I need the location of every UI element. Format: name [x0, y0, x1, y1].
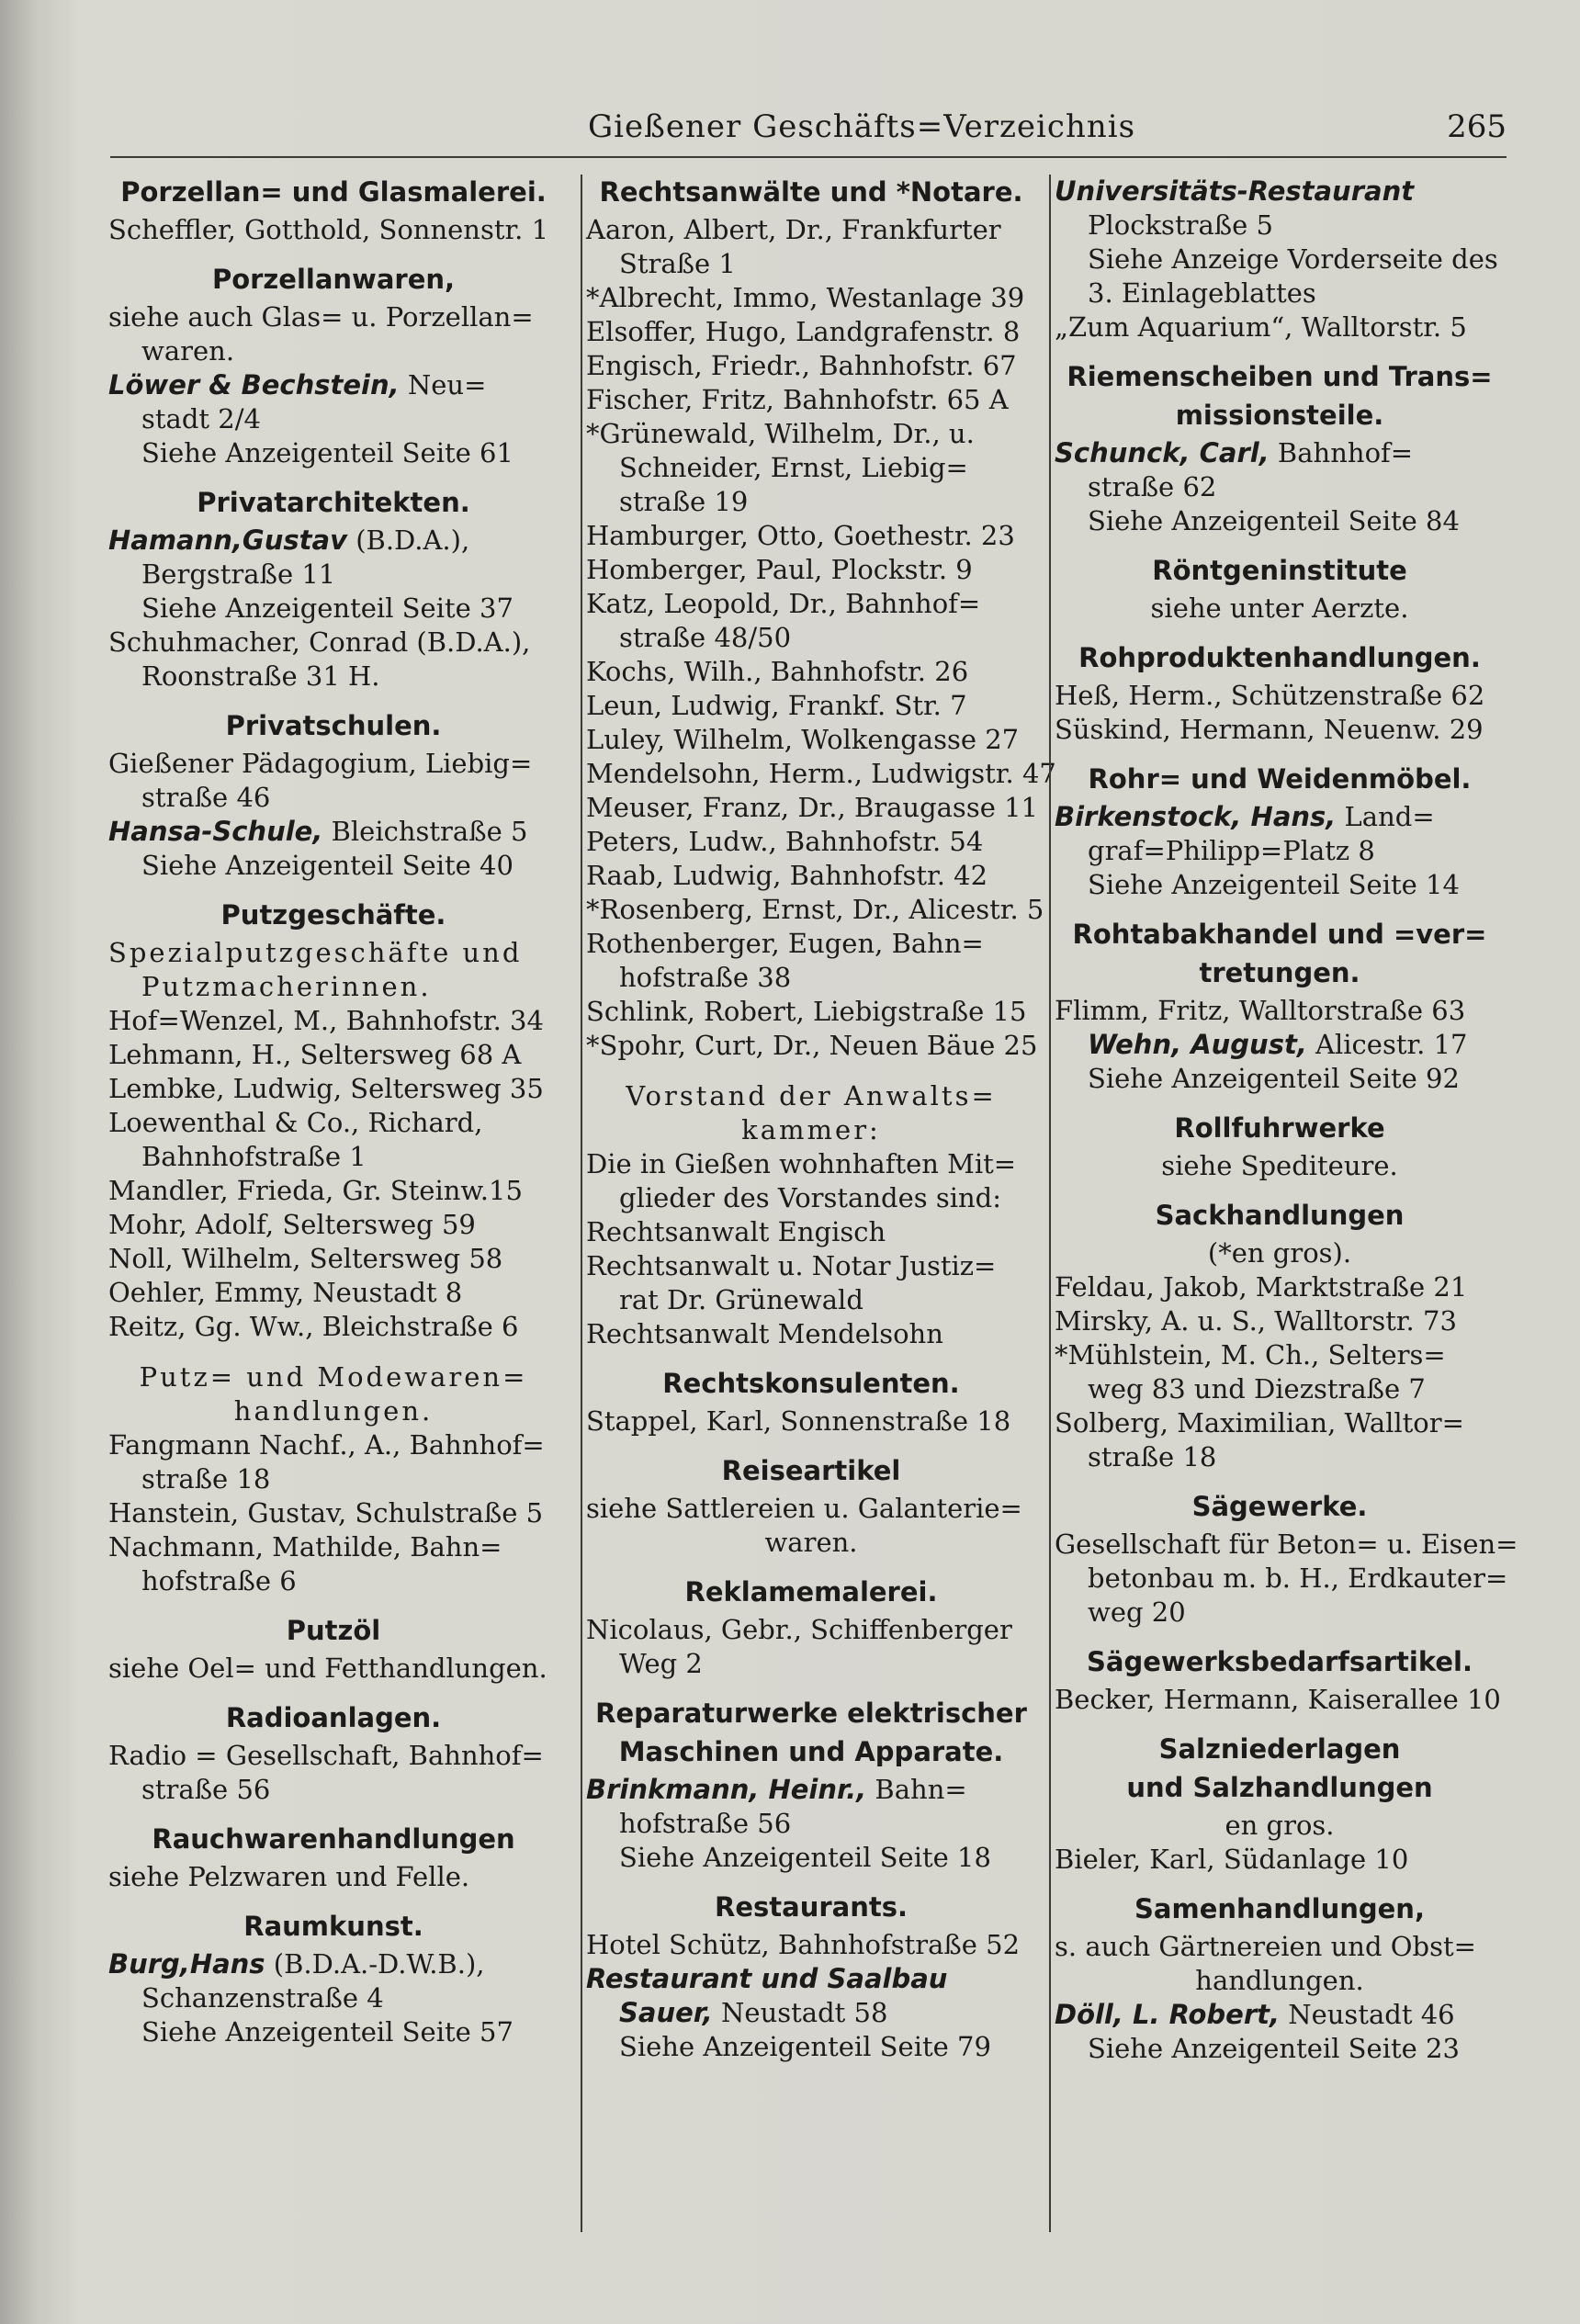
advertiser-name: Hamann,Gustav — [108, 525, 347, 556]
entry-line: Schneider, Ernst, Liebig= — [619, 452, 968, 483]
entry-line: siehe Sattlereien u. Galanterie= — [586, 1493, 1022, 1524]
ad-reference: Siehe Anzeigenteil Seite 79 — [619, 2031, 991, 2062]
entry-line: betonbau m. b. H., Erdkauter= — [1088, 1562, 1508, 1594]
entry-text: Bahnhof= — [1269, 437, 1414, 468]
entry-line: Mendelsohn, Herm., Ludwigstr. 47 — [586, 758, 1056, 789]
entry-line: *Rosenberg, Ernst, Dr., Alicestr. 5 — [586, 894, 1044, 925]
entry-line: *Grünewald, Wilhelm, Dr., u. — [586, 418, 975, 449]
entry-line: hofstraße 6 — [141, 1565, 297, 1596]
entry-line: Raab, Ludwig, Bahnhofstr. 42 — [586, 860, 988, 891]
entry-line: Bieler, Karl, Südanlage 10 — [1055, 1844, 1409, 1875]
section-heading: Rohr= und Weidenmöbel. — [1088, 763, 1472, 795]
ad-reference: Siehe Anzeigenteil Seite 40 — [141, 850, 514, 881]
advertiser-name: Restaurant und Saalbau — [586, 1963, 948, 1994]
entry-line: Süskind, Hermann, Neuenw. 29 — [1055, 714, 1484, 745]
section-heading: und Salzhandlungen — [1126, 1772, 1433, 1803]
entry-line: „Zum Aquarium“, Walltorstr. 5 — [1055, 311, 1467, 343]
advertiser-name: Wehn, August, — [1088, 1029, 1307, 1060]
entry-line: Rechtsanwalt u. Notar Justiz= — [586, 1250, 997, 1281]
entry-line: Scheffler, Gotthold, Sonnenstr. 1 — [108, 214, 549, 245]
entry-line: straße 18 — [1088, 1441, 1217, 1472]
section-heading: Rohtabakhandel und =ver= — [1072, 919, 1487, 950]
entry-line: Noll, Wilhelm, Seltersweg 58 — [108, 1243, 503, 1274]
section-heading: Sägewerksbedarfsartikel. — [1087, 1646, 1473, 1677]
entry-line: Rothenberger, Eugen, Bahn= — [586, 928, 984, 959]
entry-line — [1055, 1998, 1505, 2032]
entry-line: Plockstraße 5 — [1088, 209, 1273, 241]
entry-line: straße 56 — [141, 1774, 271, 1805]
entry-text: (B.D.A.-D.W.B.), — [265, 1948, 485, 1980]
entry-line: Elsoffer, Hugo, Landgrafenstr. 8 — [586, 316, 1021, 347]
entry-line: Putzmacherinnen. — [141, 971, 432, 1002]
section-heading: Sackhandlungen — [1155, 1200, 1405, 1231]
section-heading: missionsteile. — [1175, 400, 1384, 431]
entry-line: *Albrecht, Immo, Westanlage 39 — [586, 282, 1025, 313]
ad-reference: Siehe Anzeigenteil Seite 92 — [1088, 1063, 1460, 1094]
section-heading: Putzöl — [286, 1615, 381, 1646]
entry-line: waren. — [141, 335, 235, 367]
entry-line: rat Dr. Grünewald — [619, 1284, 863, 1315]
entry-line — [586, 1962, 1036, 1996]
entry-line — [1055, 175, 1505, 209]
entry-line: weg 83 und Diezstraße 7 — [1088, 1373, 1426, 1405]
section-heading: Maschinen und Apparate. — [618, 1736, 1004, 1767]
entry-line: Stappel, Karl, Sonnenstraße 18 — [586, 1405, 1011, 1437]
entry-line: Fangmann Nachf., A., Bahnhof= — [108, 1429, 545, 1461]
entry-line: Hamburger, Otto, Goethestr. 23 — [586, 520, 1015, 551]
entry-line: Luley, Wilhelm, Wolkengasse 27 — [586, 724, 1020, 755]
entry-line: straße 48/50 — [619, 622, 792, 653]
entry-line: weg 20 — [1088, 1596, 1186, 1628]
ad-reference: Siehe Anzeigenteil Seite 14 — [1088, 869, 1460, 900]
entry-line: Weg 2 — [619, 1648, 703, 1679]
entry-line: siehe auch Glas= u. Porzellan= — [108, 301, 534, 333]
entry-line: siehe Spediteure. — [1161, 1150, 1398, 1181]
entry-line: hofstraße 56 — [619, 1808, 792, 1839]
entry-line: Roonstraße 31 H. — [141, 660, 380, 692]
entry-line: s. auch Gärtnereien und Obst= — [1055, 1931, 1476, 1962]
entry-line: Feldau, Jakob, Marktstraße 21 — [1055, 1271, 1468, 1303]
entry-line: Lembke, Ludwig, Seltersweg 35 — [108, 1073, 544, 1104]
column-middle — [581, 175, 1056, 2232]
entry-line: Becker, Hermann, Kaiserallee 10 — [1055, 1684, 1501, 1715]
entry-text: Neustadt 58 — [712, 1997, 888, 2028]
page-header — [110, 108, 1507, 158]
entry-line: Mirsky, A. u. S., Walltorstr. 73 — [1055, 1305, 1457, 1337]
section-subheading: kammer: — [741, 1114, 881, 1145]
entry-line: Rechtsanwalt Mendelsohn — [586, 1318, 943, 1349]
entry-text: Alicestr. 17 — [1306, 1029, 1468, 1060]
entry-text: Neu= — [399, 369, 487, 400]
entry-line: *Mühlstein, M. Ch., Selters= — [1055, 1339, 1446, 1371]
entry-line: Fischer, Fritz, Bahnhofstr. 65 A — [586, 384, 1009, 415]
section-heading: Rechtskonsulenten. — [662, 1368, 960, 1399]
ad-reference: Siehe Anzeigenteil Seite 37 — [141, 592, 514, 624]
advertiser-name: Sauer, — [619, 1997, 713, 2028]
entry-line: Bergstraße 11 — [141, 558, 336, 590]
entry-text: (B.D.A.), — [346, 525, 470, 556]
entry-line: handlungen. — [1195, 1965, 1364, 1996]
entry-line: Peters, Ludw., Bahnhofstr. 54 — [586, 826, 984, 857]
entry-line: Oehler, Emmy, Neustadt 8 — [108, 1277, 463, 1308]
advertiser-name: Schunck, Carl, — [1055, 437, 1270, 468]
ad-reference: Siehe Anzeigenteil Seite 23 — [1088, 2033, 1460, 2064]
section-heading: Rollfuhrwerke — [1174, 1112, 1385, 1144]
entry-line: 3. Einlageblattes — [1088, 277, 1316, 309]
entry-line: Radio = Gesellschaft, Bahnhof= — [108, 1740, 544, 1771]
entry-line: Meuser, Franz, Dr., Braugasse 11 — [586, 792, 1038, 823]
entry-line: siehe Oel= und Fetthandlungen. — [108, 1653, 547, 1684]
entry-line — [586, 1996, 1036, 2030]
entry-line — [108, 815, 559, 849]
section-heading: Radioanlagen. — [225, 1702, 442, 1733]
ad-reference: Siehe Anzeige Vorderseite des — [1088, 243, 1498, 275]
section-heading: Porzellanwaren, — [211, 264, 456, 295]
entry-text: Bahn= — [866, 1774, 967, 1805]
entry-line: Rechtsanwalt Engisch — [586, 1216, 886, 1247]
page-number: 265 — [1447, 108, 1507, 145]
section-heading: Privatschulen. — [225, 710, 442, 741]
ad-reference: Siehe Anzeigenteil Seite 84 — [1088, 505, 1460, 536]
entry-line: Reitz, Gg. Ww., Bleichstraße 6 — [108, 1311, 519, 1342]
entry-line: Straße 1 — [619, 248, 736, 279]
entry-line: en gros. — [1224, 1810, 1335, 1841]
advertiser-name: Burg,Hans — [108, 1948, 265, 1980]
entry-line: Solberg, Maximilian, Walltor= — [1055, 1407, 1464, 1438]
entry-line: graf=Philipp=Platz 8 — [1088, 835, 1375, 866]
ad-reference: Siehe Anzeigenteil Seite 57 — [141, 2016, 514, 2048]
entry-line: siehe Pelzwaren und Felle. — [108, 1861, 470, 1892]
section-heading: Reiseartikel — [721, 1455, 901, 1486]
entry-line: straße 18 — [141, 1463, 271, 1495]
entry-line: Leun, Ludwig, Frankf. Str. 7 — [586, 690, 967, 721]
entry-line: Nachmann, Mathilde, Bahn= — [108, 1531, 502, 1562]
section-heading: Rauchwarenhandlungen — [152, 1823, 515, 1855]
entry-line: straße 19 — [619, 486, 749, 517]
entry-text: Bleichstraße 5 — [322, 816, 528, 847]
section-subheading: handlungen. — [233, 1395, 434, 1427]
advertiser-name: Döll, L. Robert, — [1055, 1999, 1280, 2030]
advertiser-name: Birkenstock, Hans, — [1055, 801, 1337, 832]
entry-line: straße 62 — [1088, 471, 1217, 502]
entry-text: Neustadt 46 — [1280, 1999, 1455, 2030]
entry-line: Die in Gießen wohnhaften Mit= — [586, 1148, 1017, 1179]
entry-line: Hotel Schütz, Bahnhofstraße 52 — [586, 1929, 1021, 1960]
entry-line: Schuhmacher, Conrad (B.D.A.), — [108, 626, 531, 658]
section-heading: Samenhandlungen, — [1134, 1893, 1425, 1924]
advertiser-name: Universitäts-Restaurant — [1055, 175, 1415, 207]
entry-line — [108, 1947, 559, 1981]
entry-line: hofstraße 38 — [619, 962, 792, 993]
entry-line: Katz, Leopold, Dr., Bahnhof= — [586, 588, 981, 619]
entry-line: Aaron, Albert, Dr., Frankfurter — [586, 214, 1001, 245]
entry-line: Hof=Wenzel, M., Bahnhofstr. 34 — [108, 1005, 544, 1036]
section-subheading: Putz= und Modewaren= — [139, 1361, 528, 1393]
section-heading: Sägewerke. — [1191, 1491, 1368, 1522]
entry-line: Gesellschaft für Beton= u. Eisen= — [1055, 1529, 1518, 1560]
section-heading: Rechtsanwälte und *Notare. — [599, 176, 1023, 208]
entry-line — [1055, 436, 1505, 470]
column-right — [1049, 175, 1518, 2232]
section-heading: Porzellan= und Glasmalerei. — [120, 176, 547, 208]
entry-line: Loewenthal & Co., Richard, — [108, 1107, 483, 1138]
entry-line: Homberger, Paul, Plockstr. 9 — [586, 554, 973, 585]
entry-line: Bahnhofstraße 1 — [141, 1141, 367, 1172]
section-subheading: Vorstand der Anwalts= — [626, 1080, 997, 1111]
ad-reference: Siehe Anzeigenteil Seite 18 — [619, 1842, 991, 1873]
entry-line: Nicolaus, Gebr., Schiffenberger — [586, 1614, 1012, 1645]
column-left — [108, 175, 559, 2049]
entry-line: Schanzenstraße 4 — [141, 1982, 384, 2014]
entry-line: waren. — [764, 1527, 858, 1558]
entry-line: Spezialputzgeschäfte und — [108, 937, 523, 968]
section-heading: Reklamemalerei. — [684, 1576, 938, 1608]
entry-line — [586, 1773, 1036, 1807]
section-heading: Reparaturwerke elektrischer — [595, 1698, 1027, 1729]
advertiser-name: Brinkmann, Heinr., — [586, 1774, 867, 1805]
section-heading: Röntgeninstitute — [1152, 555, 1407, 586]
entry-line: glieder des Vorstandes sind: — [619, 1182, 1002, 1213]
entry-line: Mohr, Adolf, Seltersweg 59 — [108, 1209, 476, 1240]
section-heading: Restaurants. — [715, 1891, 908, 1923]
entry-line: Lehmann, H., Seltersweg 68 A — [108, 1039, 522, 1070]
entry-line: Gießener Pädagogium, Liebig= — [108, 748, 533, 779]
section-heading: Privatarchitekten. — [197, 487, 470, 518]
entry-line: Heß, Herm., Schützenstraße 62 — [1055, 680, 1485, 711]
section-heading: Riemenscheiben und Trans= — [1066, 361, 1493, 392]
entry-line: Hanstein, Gustav, Schulstraße 5 — [108, 1497, 544, 1529]
entry-line: Kochs, Wilh., Bahnhofstr. 26 — [586, 656, 969, 687]
entry-line: stadt 2/4 — [141, 403, 261, 434]
entry-line — [1055, 1028, 1505, 1062]
entry-line: straße 46 — [141, 782, 271, 813]
entry-line: *Spohr, Curt, Dr., Neuen Bäue 25 — [586, 1030, 1038, 1061]
entry-line: Flimm, Fritz, Walltorstraße 63 — [1055, 995, 1466, 1026]
entry-line: Schlink, Robert, Liebigstraße 15 — [586, 996, 1027, 1027]
entry-line: Engisch, Friedr., Bahnhofstr. 67 — [586, 350, 1017, 381]
section-heading: tretungen. — [1199, 957, 1360, 988]
advertiser-name: Löwer & Bechstein, — [108, 369, 400, 400]
entry-line — [108, 368, 559, 402]
section-heading: Raumkunst. — [243, 1911, 423, 1942]
section-heading: Rohproduktenhandlungen. — [1078, 642, 1481, 673]
entry-line: Mandler, Frieda, Gr. Steinw.15 — [108, 1175, 523, 1206]
section-heading: Salzniederlagen — [1158, 1733, 1401, 1765]
ad-reference: Siehe Anzeigenteil Seite 61 — [141, 437, 514, 468]
entry-line: siehe unter Aerzte. — [1150, 592, 1409, 624]
entry-line: (*en gros). — [1207, 1237, 1352, 1269]
advertiser-name: Hansa-Schule, — [108, 816, 323, 847]
entry-line — [1055, 800, 1505, 834]
section-heading: Putzgeschäfte. — [220, 899, 446, 931]
entry-text: Land= — [1336, 801, 1435, 832]
running-title: Gießener Geschäfts=Verzeichnis — [588, 108, 1136, 145]
entry-line — [108, 524, 559, 558]
